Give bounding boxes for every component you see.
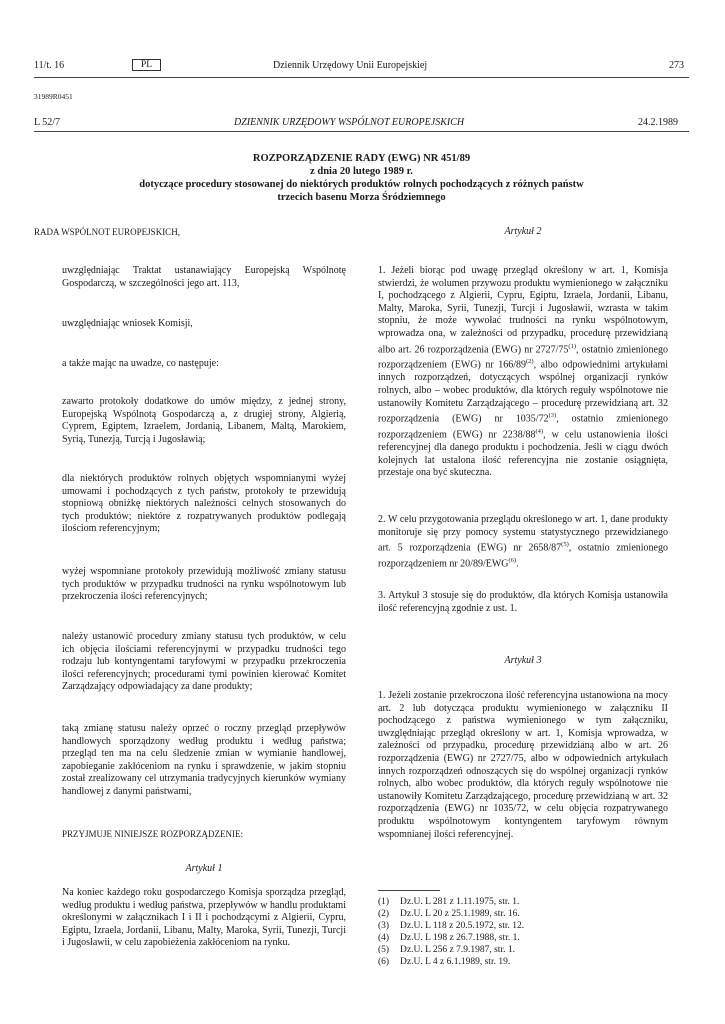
footnote-rule (378, 890, 440, 891)
recital-3: wyżej wspomniane protokoły przewidują możliwość zmiany statusu tych produktów w przypadku trudności na rynku wspólnotowym lub przekroczenia ilości referencyjnych; (62, 566, 346, 603)
regulation-subject-line1: dotyczące procedury stosowanej do niektórych produktów rolnych pochodzących z różnych państw (139, 179, 584, 190)
footnote-ref-5: (5) (561, 541, 569, 549)
journal-title: Dziennik Urzędowy Unii Europejskiej (273, 60, 428, 71)
recital-treaty: uwzględniając Traktat ustanawiający Europejską Wspólnotę Gospodarczą, w szczególności jego art. 113, (62, 265, 346, 289)
article-2-paragraph-1: 1. Jeżeli biorąc pod uwagę przegląd określony w art. 1, Komisja stwierdzi, że wolumen przywozu produktu wymienionego w załączniku I, pochodzącego z Algierii, Cypru, Egiptu, Izraela, Jordanii, Libanu, Malty, Maroka, Syrii, Tunezji, Turcji i Jugosławii, wzrasta w takim stopniu, że może wywołać trudności na rynku wspólnotowym, wprowadza ona, w zależności od przypadku, procedurę przewidzianą albo art. 26 rozporządzenia (EWG) nr 2727/75$^{(1)}$, ostatnio zmienionego rozporządzeniem (EWG) nr 166/89$^{(2)}$, albo odpowiednimi artykułami innych rozporządzeń, dotyczących wspólnej organizacji rynków rolnych, albo – wobec produktów, dla których reguły wspólnotowe nie ustanowiły Komitetu Zarządzającego – procedurę przewidzianą art. 32 rozporządzenia (EWG) nr 1035/72$^{(3)}$, ostatnio zmienionego rozporządzeniem (EWG) nr 2238/88$^{(4)}$, w celu ustanowienia ilości referencyjnej dla danego produktu i pochodzenia. Jeśli w ciągu dwóch kolejnych lat ustalona ilość referencyjna nie zostanie osiągnięta, przestaje ona być skuteczna. (378, 265, 669, 479)
footnote: (2) Dz.U. L 20 z 25.1.1989, str. 16. (378, 909, 520, 919)
article-3-heading: Artykuł 3 (504, 655, 542, 666)
regulation-date: z dnia 20 lutego 1989 r. (310, 166, 413, 177)
article-1-heading: Artykuł 1 (185, 863, 223, 874)
recital-4: należy ustanowić procedury zmiany statusu tych produktów, w celu ich objęcia ilościami referencyjnymi w przypadku trudności tego rodzaju lub kontyngentami taryfowymi w przypadku przekroczenia ilości referencyjnych; procedurami tymi powinien kierować Komitet Zarządzający odpowiadający za dane produkty; (62, 631, 346, 693)
header-rule (34, 77, 689, 78)
council-heading: RADA WSPÓLNOT EUROPEJSKICH, (34, 227, 180, 237)
recital-2: dla niektórych produktów rolnych objętych wspomnianymi wyżej umowami i pochodzących z tych państw, protokoły te przewidują stopniową obniżkę niektórych należności celnych stosowanych do tych produktów; niektóre z rozpatrywanych produktów podlegają ilościom referencyjnym; (62, 473, 346, 535)
footnote-ref-1: (1) (568, 342, 576, 350)
recital-intro: a także mając na uwadze, co następuje: (62, 358, 219, 369)
regulation-title: ROZPORZĄDZENIE RADY (EWG) NR 451/89 (252, 153, 471, 164)
footnote: (1) Dz.U. L 281 z 1.11.1975, str. 1. (378, 897, 520, 907)
footnote-ref-4: (4) (535, 428, 544, 436)
article-3-paragraph-1: 1. Jeżeli zostanie przekroczona ilość referencyjna ustanowiona na mocy art. 2 lub dotycząca produktu wymienionego w załączniku II pochodzącego z państwa wymienionego w tym załączniku, uwzględniając przegląd określony w art. 1, Komisja wprowadza, w zależności od przypadku, procedurę przewidzianą albo w art. 26 rozporządzenia (EWG) nr 2727/75, albo w odpowiednich artykułach innych rozporządzeń odnoszących się do wspólnej organizacji rynków rolnych, albo wobec produktów, dla których reguły wspólnotowe nie ustanowiły Komitetu Zarządzającego, procedurę przewidzianą w art. 32 rozporządzenia (EWG) nr 1035/72, w celu objęcia rozpatrywanego produktu wspólnotowym kontyngentem taryfowym równym wspomnianej ilości referencyjnej. (378, 690, 668, 840)
footnote: (5) Dz.U. L 256 z 7.9.1987, str. 1. (378, 945, 515, 955)
article-2-paragraph-3: 3. Artykuł 3 stosuje się do produktów, dla których Komisja ustanowiła ilość referencyjną zgodnie z ust. 1. (378, 590, 668, 614)
footnote: (6) Dz.U. L 4 z 6.1.1989, str. 19. (378, 957, 511, 967)
recital-5: taką zmianę statusu należy oprzeć o roczny przegląd przepływów handlowych sporządzony według produktu i według państwa; przegląd ten ma na celu śledzenie zmian w wymianie handlowej, zapobieganie zakłóceniom na rynku i sprawdzenie, w jakim stopniu został zrealizowany cel utrzymania tradycyjnych kierunków wymiany handlowej z danymi państwami, (62, 723, 346, 797)
footnote: (3) Dz.U. L 118 z 20.5.1972, str. 12. (378, 921, 525, 931)
footnote-ref-2: (2) (526, 358, 534, 366)
footnote: (4) Dz.U. L 198 z 26.7.1988, str. 1. (378, 933, 520, 943)
footnote-ref-3: (3) (548, 412, 557, 420)
celex-number: 31989R0451 (34, 92, 73, 101)
language-badge: PL (132, 59, 161, 71)
recital-1: zawarto protokoły dodatkowe do umów między, z jednej strony, Europejską Wspólnotą Gospodarczą a, z drugiej strony, Algierią, Cyprem, Egiptem, Izraelem, Jordanią, Libanem, Maltą, Marokiem, Syrią, Tunezją, Turcją i Jugosławią; (62, 396, 346, 445)
footnote-ref-6: (6) (508, 557, 517, 565)
original-journal-title: DZIENNIK URZĘDOWY WSPÓLNOT EUROPEJSKICH (234, 117, 465, 128)
article-1-text: Na koniec każdego roku gospodarczego Komisja sporządza przegląd, według produktu i według państwa, przepływów w handlu produktami określonymi w załącznikach I i II i pochodzącymi z Algierii, Cypru, Egiptu, Izraela, Jordanii, Libanu, Malty, Maroka, Syrii, Tunezji, Turcji i Jugosławii, w celu zapobieżenia zakłóceniom na rynku. (62, 887, 346, 949)
article-2-paragraph-2: 2. W celu przygotowania przeglądu określonego w art. 1, dane produkty monitoruje się przy pomocy systemu statystycznego przewidzianego art. 5 rozporządzenia (EWG) nr 2658/87$^{(5)}$, ostatnio zmienionego rozporządzeniem nr 20/89/EWG$^{(6)}$. (378, 514, 668, 570)
publication-date: 24.2.1989 (638, 117, 678, 128)
article-2-heading: Artykuł 2 (504, 226, 542, 237)
regulation-subject-line2: trzecich basenu Morza Śródziemnego (277, 192, 446, 203)
page-number: 273 (669, 60, 684, 71)
adopts-heading: PRZYJMUJE NINIEJSZE ROZPORZĄDZENIE: (62, 829, 243, 839)
volume-label: 11/t. 16 (34, 60, 65, 71)
subheader-rule (34, 131, 689, 132)
original-reference: L 52/7 (34, 117, 61, 128)
recital-proposal: uwzględniając wniosek Komisji, (62, 318, 193, 329)
